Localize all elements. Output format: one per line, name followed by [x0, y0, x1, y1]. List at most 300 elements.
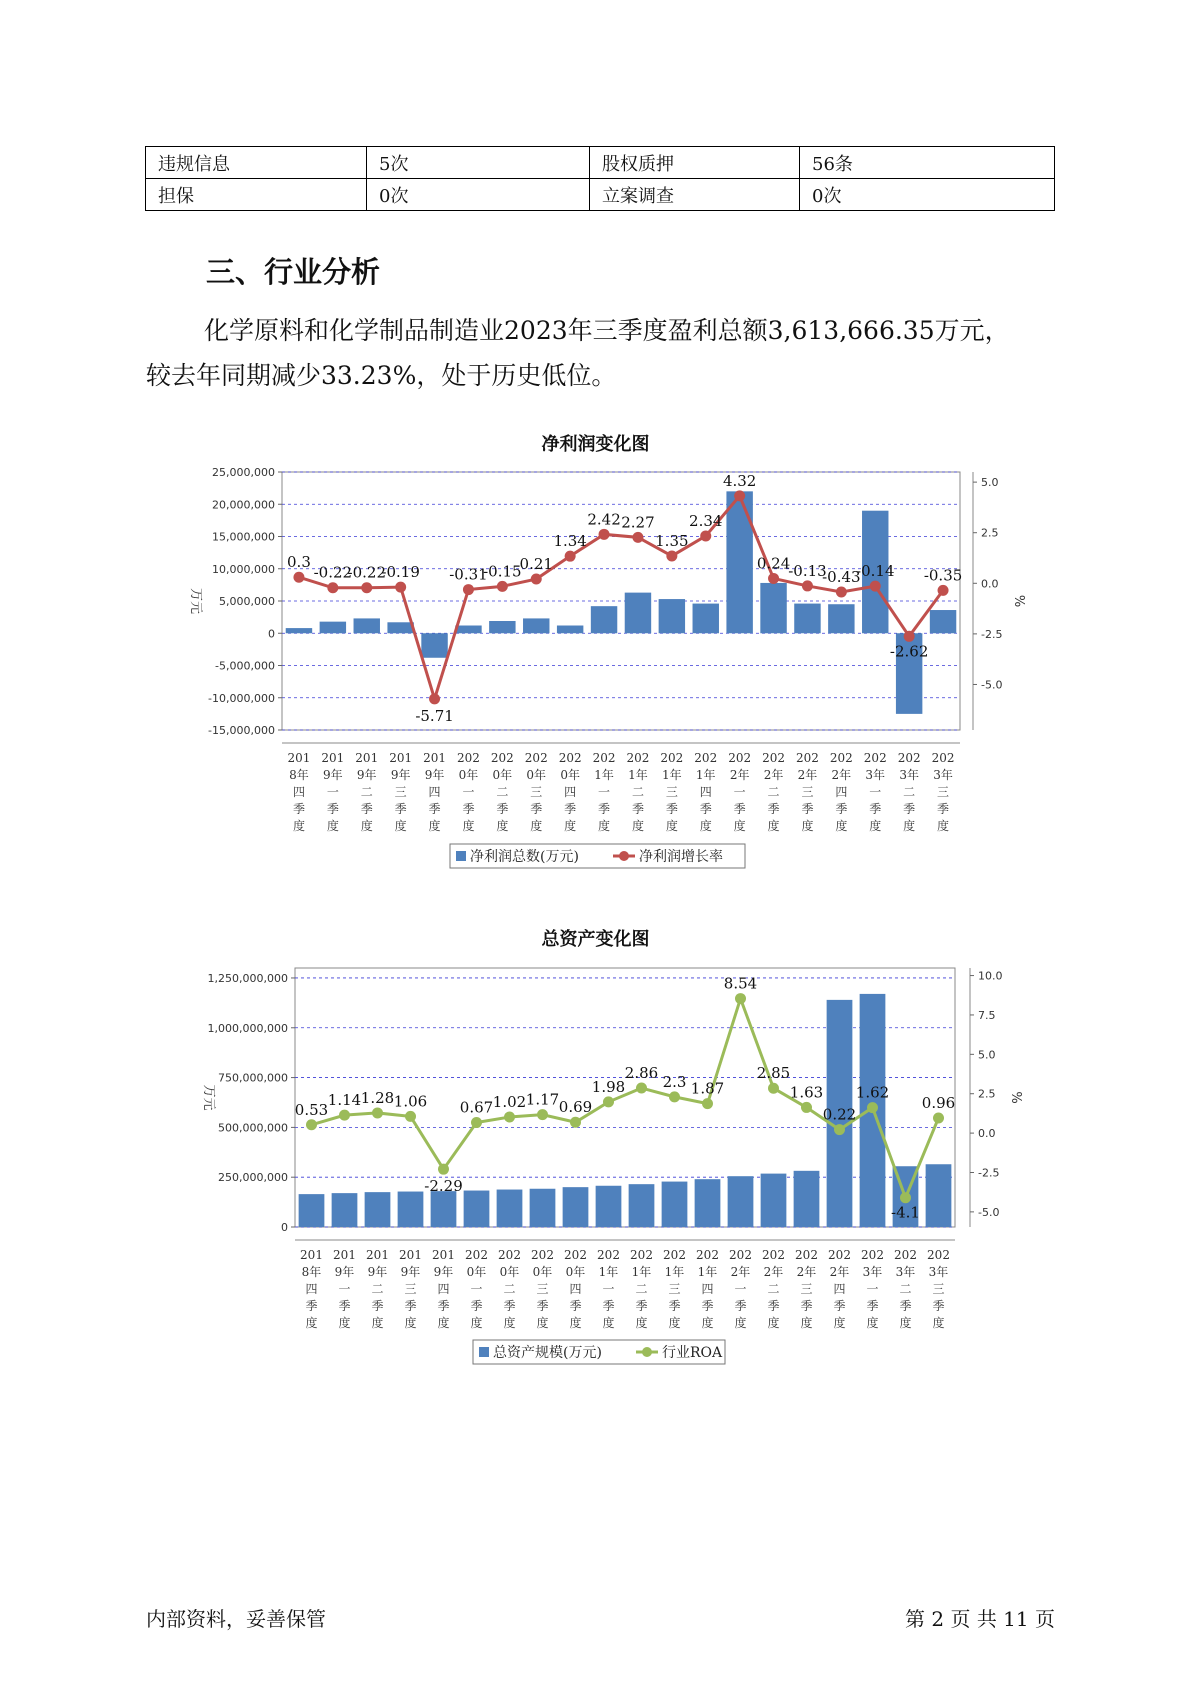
x-tick-label: 二 [631, 785, 644, 799]
data-label: 2.3 [662, 1072, 687, 1091]
x-tick-label: 度 [937, 819, 950, 833]
x-tick-label: 201 [423, 751, 447, 765]
x-tick-label: 季 [734, 1299, 747, 1313]
table-cell: 担保 [146, 179, 367, 211]
x-tick-label: 202 [597, 1248, 620, 1262]
data-label: 1.28 [360, 1088, 395, 1107]
data-label: 0.24 [756, 554, 791, 573]
y-tick-label: 25,000,000 [212, 466, 275, 479]
paragraph-line: 化学原料和化学制品制造业2023年三季度盈利总额3,613,666.35万元， [204, 316, 1010, 345]
data-label: 0.53 [294, 1100, 329, 1119]
line-point [603, 1096, 614, 1107]
x-tick-label: 202 [694, 751, 718, 765]
line-point [900, 1192, 911, 1203]
x-tick-label: 202 [863, 751, 887, 765]
line-point [306, 1119, 317, 1130]
y2-axis-title: % [1011, 594, 1026, 608]
x-tick-label: 季 [635, 1299, 648, 1313]
data-label: -2.62 [889, 642, 929, 661]
data-label: 1.14 [327, 1091, 362, 1110]
x-tick-label: 201 [355, 751, 379, 765]
page-number: 第 2 页 共 11 页 [905, 1607, 1055, 1631]
x-tick-label: 3年 [895, 1265, 916, 1279]
data-label: 4.32 [722, 471, 757, 490]
x-tick-label: 季 [496, 802, 509, 816]
data-label: -0.22 [313, 563, 353, 582]
data-label: -2.29 [424, 1177, 463, 1196]
bar [926, 1164, 952, 1227]
x-tick-label: 季 [699, 802, 712, 816]
x-tick-label: 季 [733, 802, 746, 816]
y2-tick-label: -2.5 [978, 1166, 1000, 1180]
data-label: 2.85 [756, 1064, 791, 1083]
x-tick-label: 201 [366, 1248, 389, 1262]
x-tick-label: 度 [903, 819, 916, 833]
x-tick-label: 二 [496, 785, 509, 799]
x-tick-label: 3年 [862, 1265, 883, 1279]
line-point [504, 1112, 515, 1123]
line-point [735, 993, 746, 1004]
x-tick-label: 1年 [697, 1265, 718, 1279]
x-tick-label: 9年 [334, 1265, 355, 1279]
line-point [768, 1083, 779, 1094]
x-tick-label: 2年 [796, 1265, 817, 1279]
line-point [669, 1091, 680, 1102]
x-tick-label: 四 [305, 1282, 318, 1296]
x-tick-label: 季 [665, 802, 678, 816]
x-tick-label: 三 [530, 785, 543, 799]
y-tick-label: 5,000,000 [219, 595, 275, 608]
data-label: 1.98 [591, 1077, 626, 1096]
x-tick-label: 度 [598, 819, 611, 833]
line-point [834, 1124, 845, 1135]
line-point [471, 1117, 482, 1128]
x-tick-label: 度 [530, 819, 543, 833]
x-tick-label: 度 [360, 819, 373, 833]
bar [563, 1187, 589, 1227]
x-tick-label: 季 [833, 1299, 846, 1313]
x-tick-label: 三 [801, 785, 814, 799]
x-tick-label: 度 [767, 1316, 780, 1330]
x-tick-label: 2年 [763, 1265, 784, 1279]
x-tick-label: 202 [564, 1248, 587, 1262]
table-cell: 5次 [367, 147, 590, 179]
x-tick-label: 0年 [499, 1265, 520, 1279]
x-tick-label: 度 [305, 1316, 318, 1330]
x-tick-label: 四 [833, 1282, 846, 1296]
y-tick-label: -10,000,000 [208, 691, 275, 705]
data-label: 1.17 [525, 1090, 560, 1109]
x-tick-label: 201 [333, 1248, 356, 1262]
y-tick-label: 500,000,000 [218, 1121, 288, 1135]
x-tick-label: 度 [635, 1316, 648, 1330]
bar [332, 1193, 358, 1227]
x-tick-label: 一 [866, 1282, 879, 1296]
x-tick-label: 202 [626, 751, 650, 765]
x-tick-label: 202 [456, 751, 480, 765]
x-tick-label: 季 [598, 802, 611, 816]
x-tick-label: 9年 [390, 768, 411, 782]
y-axis-title: 万元 [201, 1084, 216, 1111]
table-cell: 56条 [800, 147, 1055, 179]
data-label: 1.06 [393, 1092, 428, 1111]
x-tick-label: 度 [801, 819, 814, 833]
table-cell: 股权质押 [590, 147, 800, 179]
x-tick-label: 202 [829, 751, 853, 765]
chart-title-total-assets: 总资产变化图 [541, 929, 650, 950]
data-label: 2.86 [624, 1064, 659, 1083]
x-tick-label: 季 [903, 802, 916, 816]
x-tick-label: 202 [696, 1248, 719, 1262]
x-tick-label: 202 [894, 1248, 917, 1262]
x-tick-label: 0年 [492, 768, 513, 782]
x-tick-label: 四 [701, 1282, 714, 1296]
x-tick-label: 二 [899, 1282, 912, 1296]
x-tick-label: 2年 [797, 768, 818, 782]
data-label: -0.22 [347, 563, 386, 582]
table-cell: 立案调查 [590, 179, 800, 211]
x-tick-label: 0年 [526, 768, 547, 782]
x-tick-label: 季 [470, 1299, 483, 1313]
x-tick-label: 8年 [289, 768, 309, 782]
x-tick-label: 201 [300, 1248, 323, 1262]
x-tick-label: 一 [733, 785, 746, 799]
x-tick-label: 季 [866, 1299, 879, 1313]
x-tick-label: 202 [927, 1248, 950, 1262]
x-tick-label: 度 [899, 1316, 912, 1330]
x-tick-label: 202 [828, 1248, 851, 1262]
x-tick-label: 度 [428, 819, 441, 833]
footer-note: 内部资料，妥善保管 [146, 1607, 326, 1631]
legend-label: 总资产规模(万元) [493, 1345, 602, 1361]
x-tick-label: 三 [668, 1282, 681, 1296]
y-tick-label: -15,000,000 [208, 724, 275, 737]
x-tick-label: 四 [699, 785, 712, 799]
x-tick-label: 二 [767, 1282, 780, 1296]
x-tick-label: 9年 [400, 1265, 421, 1279]
x-tick-label: 202 [630, 1248, 653, 1262]
x-tick-label: 季 [932, 1299, 945, 1313]
x-tick-label: 201 [399, 1248, 422, 1262]
bar [629, 1184, 655, 1227]
x-tick-label: 1年 [664, 1265, 685, 1279]
x-tick-label: 2年 [729, 768, 750, 782]
x-tick-label: 9年 [367, 1265, 388, 1279]
data-label: -0.43 [822, 567, 861, 586]
x-tick-label: 202 [498, 1248, 521, 1262]
x-tick-label: 四 [437, 1282, 450, 1296]
bar [365, 1192, 391, 1227]
line-point [405, 1111, 416, 1122]
y-axis-title: 万元 [188, 587, 203, 615]
x-tick-label: 季 [305, 1299, 318, 1313]
x-tick-label: 202 [931, 751, 955, 765]
y2-tick-label: 0.0 [978, 1127, 996, 1141]
bar [761, 1174, 787, 1227]
line-point [438, 1164, 449, 1175]
x-tick-label: 1年 [695, 768, 716, 782]
x-tick-label: 度 [701, 1316, 714, 1330]
y-tick-label: 0 [281, 1221, 288, 1234]
x-tick-label: 202 [490, 751, 514, 765]
x-tick-label: 9年 [433, 1265, 454, 1279]
line-point [636, 1083, 647, 1094]
x-tick-label: 季 [536, 1299, 549, 1313]
x-tick-label: 202 [728, 751, 752, 765]
x-tick-label: 季 [869, 802, 882, 816]
bar [794, 1171, 820, 1227]
bar [299, 1194, 325, 1227]
x-tick-label: 季 [767, 1299, 780, 1313]
x-tick-label: 四 [564, 785, 577, 799]
data-label: 0.22 [822, 1105, 857, 1124]
x-tick-label: 季 [371, 1299, 384, 1313]
x-tick-label: 201 [321, 751, 345, 765]
x-tick-label: 三 [665, 785, 678, 799]
x-tick-label: 度 [602, 1316, 615, 1330]
y2-tick-label: 5.0 [981, 476, 999, 490]
bar [695, 1179, 721, 1227]
bar [596, 1186, 622, 1227]
x-tick-label: 二 [503, 1282, 516, 1296]
y-tick-label: 250,000,000 [218, 1171, 288, 1185]
x-tick-label: 季 [701, 1299, 714, 1313]
x-tick-label: 二 [903, 785, 916, 799]
x-tick-label: 9年 [424, 768, 445, 782]
x-tick-label: 季 [326, 802, 339, 816]
x-tick-label: 202 [897, 751, 921, 765]
data-label: 1.63 [789, 1083, 824, 1102]
x-tick-label: 度 [699, 819, 712, 833]
data-label: 1.34 [553, 532, 587, 551]
x-tick-label: 0年 [560, 768, 580, 782]
x-tick-label: 一 [598, 785, 611, 799]
data-label: 1.02 [492, 1093, 527, 1112]
legend-point-swatch [642, 1347, 652, 1357]
table-cell: 0次 [800, 179, 1055, 211]
x-tick-label: 二 [360, 785, 373, 799]
y2-axis-title: % [1008, 1091, 1023, 1104]
x-tick-label: 度 [733, 819, 746, 833]
x-tick-label: 季 [937, 802, 950, 816]
x-tick-label: 3年 [933, 768, 953, 782]
x-tick-label: 3年 [865, 768, 886, 782]
legend-label: 净利润增长率 [639, 849, 723, 865]
x-tick-label: 季 [668, 1299, 681, 1313]
x-tick-label: 季 [800, 1299, 813, 1313]
x-tick-label: 0年 [466, 1265, 487, 1279]
x-tick-label: 季 [767, 802, 780, 816]
x-tick-label: 一 [602, 1282, 615, 1296]
x-tick-label: 度 [869, 819, 882, 833]
x-tick-label: 季 [564, 802, 577, 816]
x-tick-label: 度 [767, 819, 780, 833]
x-tick-label: 四 [292, 785, 305, 799]
x-tick-label: 度 [462, 819, 475, 833]
x-tick-label: 1年 [594, 768, 614, 782]
x-tick-label: 202 [663, 1248, 686, 1262]
x-tick-label: 2年 [831, 768, 852, 782]
bar [662, 1182, 688, 1227]
x-tick-label: 季 [530, 802, 543, 816]
x-tick-label: 度 [569, 1316, 582, 1330]
x-tick-label: 度 [292, 819, 305, 833]
x-tick-label: 季 [503, 1299, 516, 1313]
x-tick-label: 季 [394, 802, 407, 816]
x-tick-label: 季 [602, 1299, 615, 1313]
x-tick-label: 度 [503, 1316, 516, 1330]
x-tick-label: 202 [592, 751, 616, 765]
line-point [801, 1102, 812, 1113]
y-tick-label: 1,250,000,000 [207, 971, 288, 985]
y2-tick-label: 2.5 [981, 526, 999, 540]
x-tick-label: 度 [338, 1316, 351, 1330]
x-tick-label: 201 [389, 751, 413, 765]
x-tick-label: 度 [404, 1316, 417, 1330]
x-tick-label: 四 [428, 785, 441, 799]
x-tick-label: 202 [660, 751, 684, 765]
y-tick-label: -5,000,000 [215, 659, 275, 673]
data-label: 0.69 [558, 1098, 593, 1117]
x-tick-label: 度 [536, 1316, 549, 1330]
x-tick-label: 3年 [899, 768, 919, 782]
x-tick-label: 季 [404, 1299, 417, 1313]
x-tick-label: 201 [432, 1248, 455, 1262]
bar [464, 1191, 490, 1227]
x-tick-label: 202 [524, 751, 548, 765]
x-tick-label: 季 [899, 1299, 912, 1313]
x-tick-label: 9年 [356, 768, 377, 782]
bar [431, 1191, 457, 1227]
x-tick-label: 季 [292, 802, 305, 816]
y2-tick-label: 2.5 [978, 1087, 996, 1101]
x-tick-label: 二 [635, 1282, 648, 1296]
section-title: 三、行业分析 [206, 255, 381, 289]
y2-tick-label: 0.0 [981, 577, 999, 591]
x-tick-label: 度 [470, 1316, 483, 1330]
x-tick-label: 度 [665, 819, 678, 833]
y2-tick-label: 7.5 [978, 1008, 996, 1022]
x-tick-label: 季 [569, 1299, 582, 1313]
x-tick-label: 季 [360, 802, 373, 816]
data-label: 8.54 [723, 974, 758, 993]
bar [497, 1190, 523, 1227]
bar [728, 1176, 754, 1227]
data-label: 1.62 [855, 1083, 890, 1102]
x-tick-label: 202 [861, 1248, 884, 1262]
x-tick-label: 四 [569, 1282, 582, 1296]
x-tick-label: 8年 [301, 1265, 322, 1279]
x-tick-label: 度 [394, 819, 407, 833]
x-tick-label: 一 [470, 1282, 483, 1296]
x-tick-label: 季 [462, 802, 475, 816]
x-tick-label: 一 [734, 1282, 747, 1296]
x-tick-label: 二 [371, 1282, 384, 1296]
x-tick-label: 202 [762, 751, 786, 765]
y2-tick-label: 10.0 [978, 969, 1003, 983]
table-cell: 违规信息 [146, 147, 367, 179]
x-tick-label: 季 [801, 802, 814, 816]
y-tick-label: 20,000,000 [212, 498, 275, 512]
line-point [570, 1117, 581, 1128]
x-tick-label: 度 [800, 1316, 813, 1330]
x-tick-label: 度 [866, 1316, 879, 1330]
x-tick-label: 季 [338, 1299, 351, 1313]
x-tick-label: 一 [462, 785, 475, 799]
legend-bar-swatch [479, 1347, 489, 1357]
x-tick-label: 2年 [829, 1265, 850, 1279]
x-tick-label: 一 [869, 785, 882, 799]
x-tick-label: 201 [287, 751, 311, 765]
x-tick-label: 三 [800, 1282, 813, 1296]
x-tick-label: 度 [326, 819, 339, 833]
x-tick-label: 一 [338, 1282, 351, 1296]
y2-tick-label: 5.0 [978, 1048, 996, 1062]
data-label: 1.87 [690, 1079, 725, 1098]
x-tick-label: 三 [932, 1282, 945, 1296]
x-tick-label: 季 [835, 802, 848, 816]
x-tick-label: 二 [767, 785, 780, 799]
x-tick-label: 度 [932, 1316, 945, 1330]
data-label: -0.15 [483, 562, 522, 581]
x-tick-label: 度 [833, 1316, 846, 1330]
x-tick-label: 2年 [763, 768, 784, 782]
x-tick-label: 202 [558, 751, 582, 765]
data-label: -5.71 [415, 706, 454, 725]
x-tick-label: 度 [835, 819, 848, 833]
x-tick-label: 3年 [928, 1265, 949, 1279]
data-label: 2.34 [689, 511, 723, 530]
y2-tick-label: -5.0 [978, 1205, 1000, 1219]
line-point [867, 1102, 878, 1113]
data-label: -0.31 [449, 565, 488, 584]
data-label: 0.96 [921, 1093, 956, 1112]
data-label: -0.19 [381, 563, 420, 582]
data-label: -0.14 [856, 562, 895, 581]
x-tick-label: 度 [668, 1316, 681, 1330]
x-tick-label: 季 [631, 802, 644, 816]
y-tick-label: 1,000,000,000 [207, 1021, 288, 1035]
x-tick-label: 三 [394, 785, 407, 799]
x-tick-label: 四 [835, 785, 848, 799]
x-tick-label: 202 [531, 1248, 554, 1262]
data-label: 2.27 [621, 513, 655, 532]
y-tick-label: 10,000,000 [212, 562, 275, 576]
x-tick-label: 202 [762, 1248, 785, 1262]
x-tick-label: 三 [536, 1282, 549, 1296]
x-tick-label: 三 [404, 1282, 417, 1296]
x-tick-label: 度 [371, 1316, 384, 1330]
y-tick-label: 750,000,000 [218, 1071, 288, 1085]
x-tick-label: 1年 [662, 768, 682, 782]
x-tick-label: 202 [795, 751, 819, 765]
line-point [537, 1109, 548, 1120]
x-tick-label: 三 [937, 785, 950, 799]
x-tick-label: 2年 [730, 1265, 751, 1279]
x-tick-label: 202 [729, 1248, 752, 1262]
x-tick-label: 0年 [458, 768, 479, 782]
legend-label: 行业ROA [662, 1345, 723, 1361]
x-tick-label: 1年 [628, 768, 648, 782]
paragraph-line: 较去年同期减少33.23%，处于历史低位。 [146, 361, 617, 390]
x-tick-label: 1年 [631, 1265, 652, 1279]
y-tick-label: 0 [268, 627, 275, 641]
legend-label: 净利润总数(万元) [470, 849, 579, 865]
data-label: 2.42 [587, 510, 621, 529]
data-label: 0.21 [519, 555, 553, 574]
bar [530, 1189, 556, 1227]
x-tick-label: 一 [326, 785, 339, 799]
